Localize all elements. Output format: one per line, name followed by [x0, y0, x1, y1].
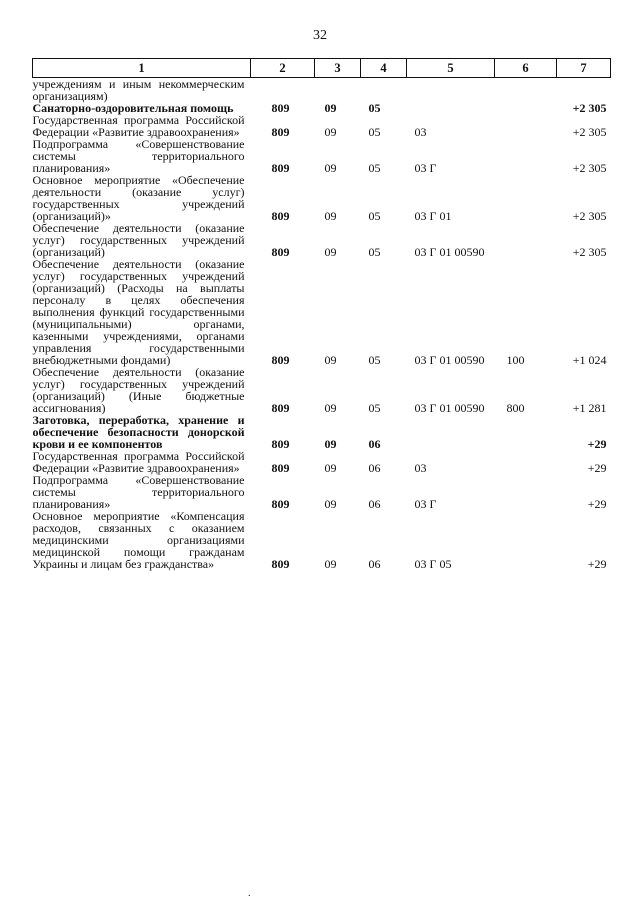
amount-cell: +1 281 — [572, 401, 607, 415]
amount-cell: +29 — [587, 461, 607, 475]
row-name-cell: Обеспечение деятельности (оказание услуг) государственных учреждений (организаций) (Расходы на выплаты персоналу в целях обеспечения выполнения функций государственными (муниципальными) органами, казенными учреждениями, органами управления государственными внебюджетными фондами) — [32, 257, 245, 367]
target-article-cell: 03 Г 05 — [414, 557, 452, 571]
table-row — [33, 78, 611, 103]
column-header-3: 3 — [315, 59, 361, 78]
subsection-cell: 05 — [368, 125, 381, 139]
column-header-6: 6 — [495, 59, 557, 78]
section-cell: 09 — [324, 401, 337, 415]
row-name-cell: Санаторно-оздоровительная помощь — [32, 101, 234, 115]
subsection-cell: 06 — [368, 437, 381, 451]
amount-cell — [557, 78, 611, 103]
amount-cell: +2 305 — [572, 101, 607, 115]
section-cell: 09 — [324, 497, 337, 511]
amount-cell: +1 024 — [572, 353, 607, 367]
target-article-cell — [407, 414, 495, 450]
target-article-cell: 03 Г — [414, 161, 437, 175]
section-cell: 09 — [324, 437, 337, 451]
expense-type-cell — [495, 114, 557, 138]
ved-code-cell: 809 — [271, 209, 290, 223]
column-header-4: 4 — [361, 59, 407, 78]
expense-type-cell: 100 — [506, 353, 525, 367]
subsection-cell: 05 — [368, 161, 381, 175]
ved-code-cell: 809 — [271, 245, 290, 259]
ved-code-cell: 809 — [271, 401, 290, 415]
row-name-cell: Подпрограмма «Совершенствование системы территориального планирования» — [32, 473, 245, 511]
table-row — [33, 366, 611, 414]
section-cell: 09 — [324, 161, 337, 175]
column-header-7: 7 — [557, 59, 611, 78]
row-name-cell: учреждениям и иным некоммерческим организациям) — [32, 77, 245, 103]
target-article-cell: 03 — [414, 461, 427, 475]
subsection-cell: 06 — [368, 461, 381, 475]
amount-cell: +2 305 — [572, 161, 607, 175]
section-cell — [315, 78, 361, 103]
target-article-cell: 03 Г 01 00590 — [414, 245, 485, 259]
subsection-cell: 05 — [368, 353, 381, 367]
table-row — [33, 474, 611, 510]
amount-cell: +2 305 — [572, 125, 607, 139]
table-row — [33, 510, 611, 570]
expense-type-cell — [495, 222, 557, 258]
table-row — [33, 138, 611, 174]
expense-type-cell — [495, 138, 557, 174]
row-name-cell: Заготовка, переработка, хранение и обеспечение безопасности донорской крови и ее компонентов — [32, 413, 245, 451]
column-header-2: 2 — [251, 59, 315, 78]
table-header-row — [33, 59, 611, 78]
amount-cell: +29 — [587, 557, 607, 571]
expense-type-cell — [495, 102, 557, 114]
table-row — [33, 258, 611, 366]
column-header-1: 1 — [33, 59, 251, 78]
target-article-cell: 03 — [414, 125, 427, 139]
section-cell: 09 — [324, 557, 337, 571]
amount-cell: +29 — [587, 497, 607, 511]
section-cell: 09 — [324, 125, 337, 139]
table-body — [33, 78, 611, 571]
table-row — [33, 450, 611, 474]
subsection-cell: 05 — [368, 209, 381, 223]
ved-code-cell — [251, 78, 315, 103]
ved-code-cell: 809 — [271, 461, 290, 475]
expense-type-cell: 800 — [506, 401, 525, 415]
row-name-cell: Основное мероприятие «Обеспечение деятельности (оказание услуг) государственных учреждений (организаций)» — [32, 173, 245, 223]
scan-dot: . — [248, 888, 251, 899]
table-row — [33, 222, 611, 258]
subsection-cell: 05 — [368, 401, 381, 415]
subsection-cell: 06 — [368, 497, 381, 511]
expense-type-cell — [495, 174, 557, 222]
ved-code-cell: 809 — [271, 437, 290, 451]
page-number: 32 — [313, 28, 327, 43]
table-row — [33, 114, 611, 138]
target-article-cell: 03 Г 01 00590 — [414, 353, 485, 367]
ved-code-cell: 809 — [271, 125, 290, 139]
target-article-cell: 03 Г 01 — [414, 209, 452, 223]
target-article-cell: 03 Г 01 00590 — [414, 401, 485, 415]
section-cell: 09 — [324, 353, 337, 367]
column-header-5: 5 — [407, 59, 495, 78]
section-cell: 09 — [324, 461, 337, 475]
section-cell: 09 — [324, 245, 337, 259]
row-name-cell: Обеспечение деятельности (оказание услуг) государственных учреждений (организаций) — [32, 221, 245, 259]
expense-type-cell — [495, 414, 557, 450]
budget-table — [32, 58, 611, 570]
expense-type-cell — [495, 510, 557, 570]
ved-code-cell: 809 — [271, 161, 290, 175]
subsection-cell: 05 — [368, 245, 381, 259]
target-article-cell: 03 Г — [414, 497, 437, 511]
row-name-cell: Государственная программа Российской Федерации «Развитие здравоохранения» — [32, 449, 245, 475]
subsection-cell: 06 — [368, 557, 381, 571]
row-name-cell: Государственная программа Российской Федерации «Развитие здравоохранения» — [32, 113, 245, 139]
target-article-cell — [407, 102, 495, 114]
ved-code-cell: 809 — [271, 353, 290, 367]
row-name-cell: Подпрограмма «Совершенствование системы территориального планирования» — [32, 137, 245, 175]
subsection-cell — [361, 78, 407, 103]
table-row — [33, 174, 611, 222]
amount-cell: +29 — [587, 437, 607, 451]
amount-cell: +2 305 — [572, 209, 607, 223]
ved-code-cell: 809 — [271, 101, 290, 115]
section-cell: 09 — [324, 209, 337, 223]
target-article-cell — [407, 78, 495, 103]
ved-code-cell: 809 — [271, 557, 290, 571]
table-row — [33, 414, 611, 450]
ved-code-cell: 809 — [271, 497, 290, 511]
row-name-cell: Основное мероприятие «Компенсация расходов, связанных с оказанием медицинскими организациями медицинской помощи гражданам Украины и лицам без гражданства» — [32, 509, 245, 571]
row-name-cell: Обеспечение деятельности (оказание услуг) государственных учреждений (организаций) (Иные бюджетные ассигнования) — [32, 365, 245, 415]
expense-type-cell — [495, 450, 557, 474]
expense-type-cell — [495, 78, 557, 103]
subsection-cell: 05 — [368, 101, 381, 115]
amount-cell: +2 305 — [572, 245, 607, 259]
expense-type-cell — [495, 474, 557, 510]
section-cell: 09 — [324, 101, 337, 115]
